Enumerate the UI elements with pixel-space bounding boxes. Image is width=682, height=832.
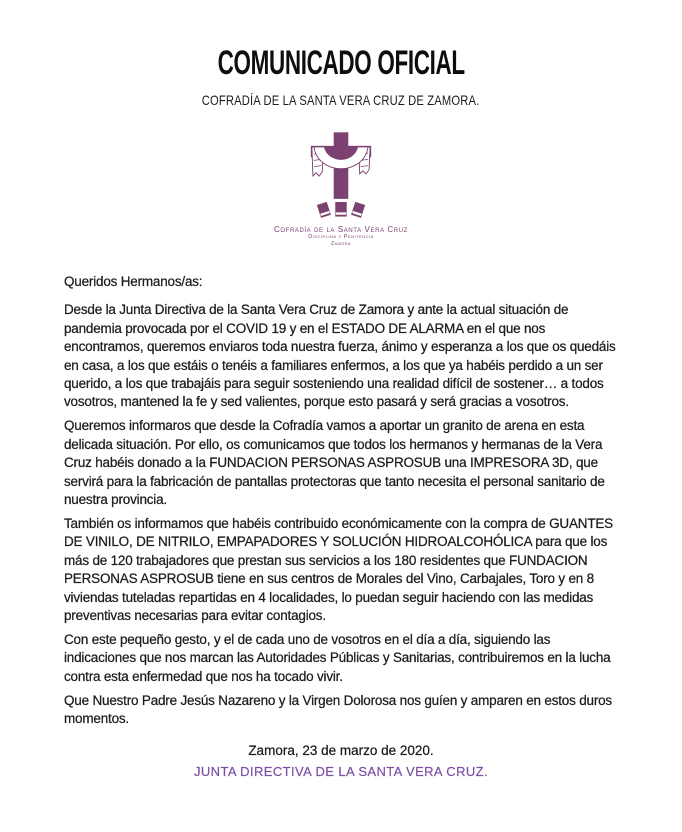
- document-title: COMUNICADO OFICIAL: [217, 44, 465, 82]
- brotherhood-logo: [0, 130, 682, 247]
- letter-body: [64, 273, 622, 728]
- dateline: Zamora, 23 de marzo de 2020.: [248, 743, 434, 759]
- signature-line: JUNTA DIRECTIVA DE LA SANTA VERA CRUZ.: [193, 764, 489, 780]
- salutation: Queridos Hermanos/as:: [64, 274, 203, 289]
- logo-caption-name: Cofradía de la Santa Vera Cruz: [274, 225, 408, 234]
- document-subtitle: COFRADÍA DE LA SANTA VERA CRUZ DE ZAMORA.: [202, 92, 480, 108]
- paragraph-4: Con este pequeño gesto, y el de cada uno de vosotros en el día a día, siguiendo las indicaciones que nos marcan las Autoridades Públicas y Sanitarias, contribuiremos en la lucha contra esta enfermedad que nos ha tocado vivir.: [64, 631, 611, 684]
- paragraph-1: Desde la Junta Directiva de la Santa Vera Cruz de Zamora y ante la actual situación de pandemia provocada por el COVID 19 y en el ESTADO DE ALARMA en el que nos encontramos, queremos enviaros toda nuestra fuerza, ánimo y esperanza a los que os quedáis en casa, a los que estáis o tenéis a familiares enfermos, a los que ya habéis perdido a un ser querido, a los que trabajáis para seguir sosteniendo una realidad difícil de sostener… a todos vosotros, mantened la fe y sed valientes, porque esto pasará y será gracias a vosotros.: [64, 302, 616, 410]
- letter-footer: [0, 742, 682, 781]
- vera-cruz-cross-icon: [289, 130, 393, 222]
- logo-caption-motto: Disciplina y Penitencia: [308, 234, 374, 240]
- subtitle-row: [0, 92, 682, 110]
- paragraph-5: Que Nuestro Padre Jesús Nazareno y la Virgen Dolorosa nos guíen y amparen en estos duros momentos.: [64, 692, 612, 726]
- logo-caption-city: Zamora: [330, 241, 352, 247]
- title-row: [0, 44, 682, 82]
- paragraph-3: También os informamos que habéis contribuido económicamente con la compra de GUANTES DE VINILO, DE NITRILO, EMPAPADORES Y SOLUCIÓN HIDROALCOHÓLICA para que los más de 120 trabajadores que prestan sus servicios a los 180 residentes que FUNDACION PERSONAS ASPROSUB tiene en sus centros de Morales del Vino, Carbajales, Toro y en 8 viviendas tuteladas repartidas en 4 localidades, lo puedan seguir haciendo con las medidas preventivas necesarias para evitar contagios.: [64, 515, 613, 623]
- paragraph-2: Queremos informaros que desde la Cofradía vamos a aportar un granito de arena en esta delicada situación. Por ello, os comunicamos que todos los hermanos y hermanas de la Vera Cruz habéis donado a la FUNDACION PERSONAS ASPROSUB una IMPRESORA 3D, que servirá para la fabricación de pantallas protectoras que tanto necesita el personal sanitario de nuestra provincia.: [64, 418, 605, 507]
